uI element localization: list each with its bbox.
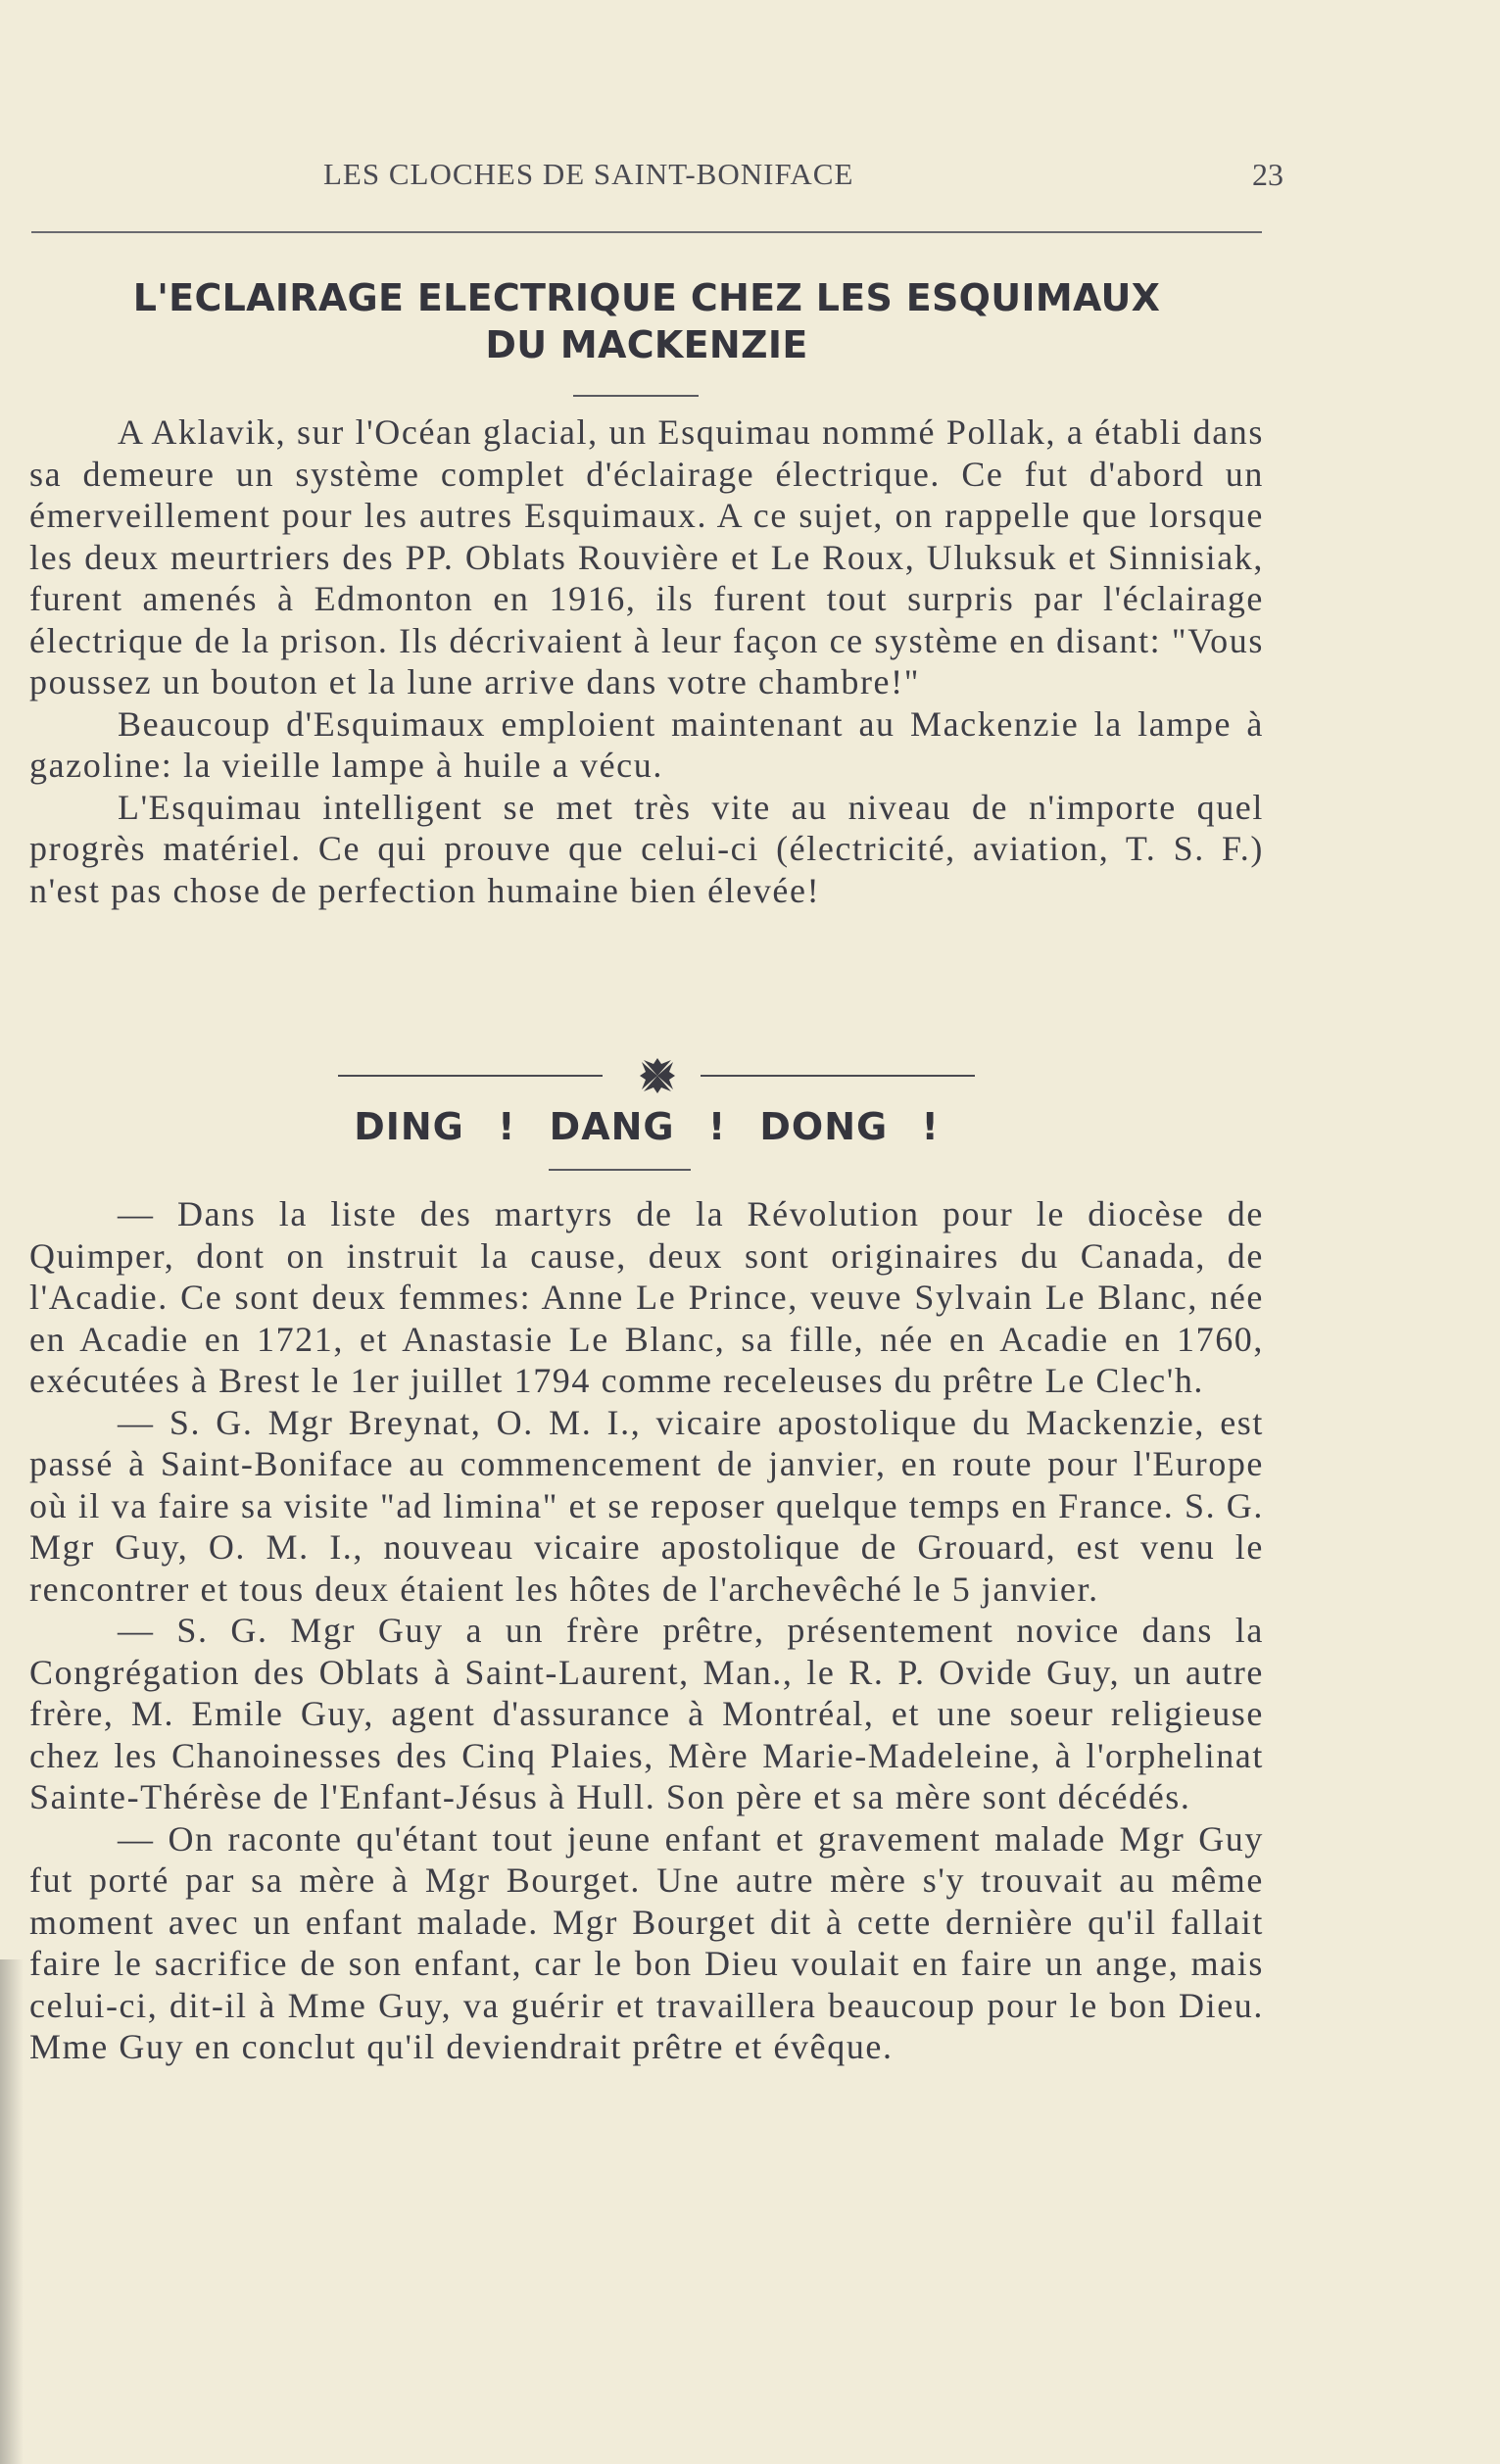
running-head xyxy=(29,157,1283,196)
section-title-rule xyxy=(549,1169,691,1171)
header-rule xyxy=(31,231,1262,233)
article-title xyxy=(29,274,1264,368)
divider-line-right xyxy=(701,1075,975,1077)
article-body xyxy=(29,411,1264,911)
article-title-rule xyxy=(573,395,699,397)
article-title-line1: L'ECLAIRAGE ELECTRIQUE CHEZ LES ESQUIMAUX xyxy=(132,276,1161,319)
news-paragraph: — Dans la liste des martyrs de la Révolution pour le diocèse de Quimper, dont on instruit la cause, deux sont originaires du Canada, de l'Acadie. Ce sont deux femmes: Anne Le Prince, veuve Sylvain Le Blanc, née en Acadie en 1721, et Anastasie Le Blanc, sa fille, née en Acadie en 1760, exécutées à Brest le 1er juillet 1794 comme receleuses du prêtre Le Clec'h. xyxy=(29,1194,1264,1400)
article-title-line2: DU MACKENZIE xyxy=(485,323,808,366)
maltese-cross-icon xyxy=(638,1056,677,1095)
article-paragraph: L'Esquimau intelligent se met très vite au niveau de n'importe quel progrès matériel. Ce qui prouve que celui-ci (électricité, aviation, T. S. F.) n'est pas chose de perfection humaine bien élevée! xyxy=(29,787,1264,910)
page xyxy=(29,0,1283,2464)
section-title: DING ! DANG ! DONG ! xyxy=(354,1105,940,1148)
article-paragraph: Beaucoup d'Esquimaux emploient maintenant au Mackenzie la lampe à gazoline: la vieille lampe à huile a vécu. xyxy=(29,703,1264,785)
news-paragraph: — S. G. Mgr Guy a un frère prêtre, présentement novice dans la Congrégation des Oblats à Saint-Laurent, Man., le R. P. Ovide Guy, un autre frère, M. Emile Guy, agent d'assurance à Montréal, et une soeur religieuse chez les Chanoinesses des Cinq Plaies, Mère Marie-Madeleine, à l'orphelinat Sainte-Thérèse de l'Enfant-Jésus à Hull. Son père et sa mère sont décédés. xyxy=(29,1611,1264,1816)
divider-line-left xyxy=(338,1075,603,1077)
article-paragraph: A Aklavik, sur l'Océan glacial, un Esquimau nommé Pollak, a établi dans sa demeure un système complet d'éclairage électrique. Ce fut d'abord un émerveillement pour les autres Esquimaux. A ce sujet, on rappelle que lorsque les deux meurtriers des PP. Oblats Rouvière et Le Roux, Uluksuk et Sinnisiak, furent amenés à Edmonton en 1916, ils furent tout surpris par l'éclairage électrique de la prison. Ils décrivaient à leur façon ce système en disant: "Vous poussez un bouton et la lune arrive dans votre chambre!" xyxy=(29,412,1264,701)
news-paragraph: — S. G. Mgr Breynat, O. M. I., vicaire apostolique du Mackenzie, est passé à Saint-Boniface au commencement de janvier, en route pour l'Europe où il va faire sa visite "ad limina" et se reposer quelque temps en France. S. G. Mgr Guy, O. M. I., nouveau vicaire apostolique de Grouard, est venu le rencontrer et tous deux étaient les hôtes de l'archevêché le 5 janvier. xyxy=(29,1402,1264,1609)
news-paragraph: — On raconte qu'étant tout jeune enfant et gravement malade Mgr Guy fut porté par sa mère à Mgr Bourget. Une autre mère s'y trouvait au même moment avec un enfant malade. Mgr Bourget dit à cette dernière qu'il fallait faire le sacrifice de son enfant, car le bon Dieu voulait en faire un ange, mais celui-ci, dit-il à Mme Guy, va guérir et travaillera beaucoup pour le bon Dieu. Mme Guy en conclut qu'il deviendrait prêtre et évêque. xyxy=(29,1818,1264,2066)
running-title: LES CLOCHES DE SAINT-BONIFACE xyxy=(323,157,854,191)
page-number: 23 xyxy=(1252,157,1283,192)
section-divider xyxy=(338,1056,975,1095)
section-body xyxy=(29,1193,1264,2068)
binding-shadow xyxy=(0,1959,24,2464)
